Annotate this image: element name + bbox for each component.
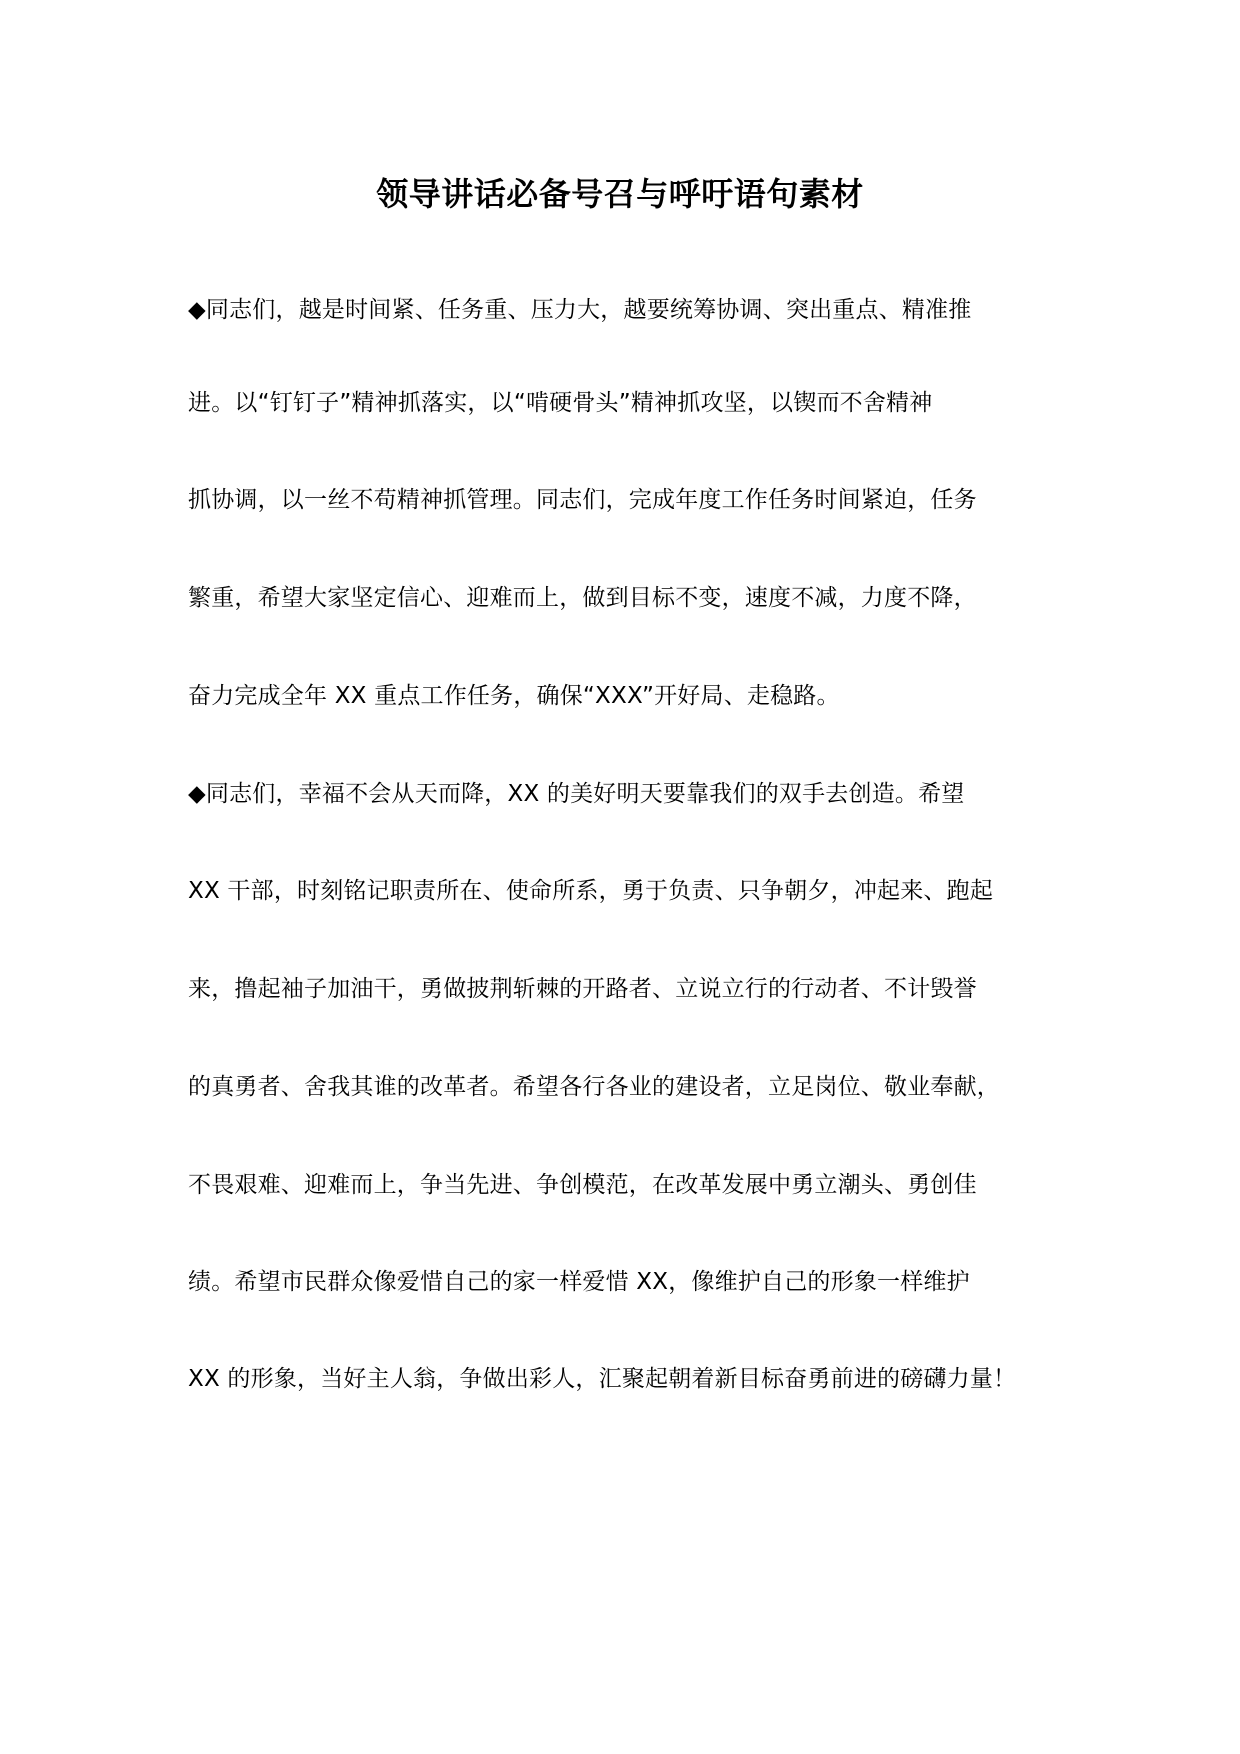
paragraph-line: XX 的形象，当好主人翁，争做出彩人，汇聚起朝着新目标奋勇前进的磅礴力量！ (188, 1366, 1017, 1392)
paragraph-line: 进。以“钉钉子”精神抓落实，以“啃硬骨头”精神抓攻坚，以锲而不舍精神 (188, 390, 933, 416)
paragraph-line: 的真勇者、舍我其谁的改革者。希望各行各业的建设者，立足岗位、敬业奉献， (188, 1074, 1000, 1100)
paragraph-line: ◆同志们，越是时间紧、任务重、压力大，越要统筹协调、突出重点、精准推 (188, 297, 972, 323)
paragraph-line: 绩。希望市民群众像爱惜自己的家一样爱惜 XX，像维护自己的形象一样维护 (188, 1269, 970, 1295)
paragraph-line: XX 干部，时刻铭记职责所在、使命所系，勇于负责、只争朝夕，冲起来、跑起 (188, 878, 994, 904)
paragraph-line: 抓协调，以一丝不苟精神抓管理。同志们，完成年度工作任务时间紧迫，任务 (188, 487, 977, 513)
paragraph-line: 不畏艰难、迎难而上，争当先进、争创模范，在改革发展中勇立潮头、勇创佳 (188, 1172, 977, 1198)
paragraph-line: 繁重，希望大家坚定信心、迎难而上，做到目标不变，速度不减，力度不降， (188, 585, 977, 611)
paragraph-line: ◆同志们，幸福不会从天而降，XX 的美好明天要靠我们的双手去创造。希望 (188, 781, 965, 807)
paragraph-line: 奋力完成全年 XX 重点工作任务，确保“XXX”开好局、走稳路。 (188, 683, 840, 709)
paragraph-line: 来，撸起袖子加油干，勇做披荆斩棘的开路者、立说立行的行动者、不计毁誉 (188, 976, 977, 1002)
document-title: 领导讲话必备号召与呼吁语句素材 (376, 175, 864, 213)
